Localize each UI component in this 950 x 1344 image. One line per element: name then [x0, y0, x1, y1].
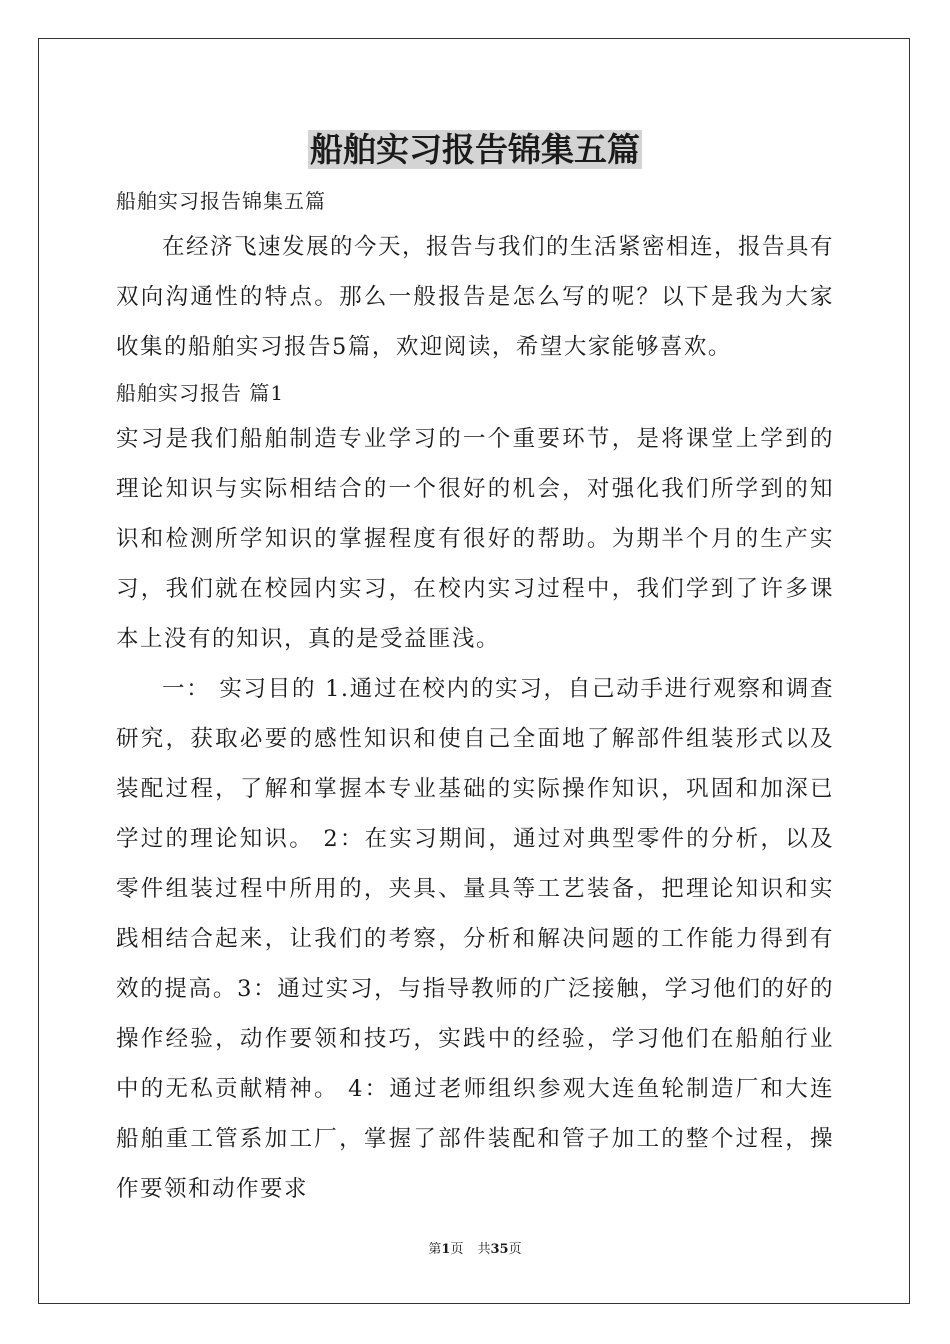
total-prefix: 共: [477, 1242, 491, 1257]
body-paragraph-2: 一： 实习目的 1.通过在校内的实习，自己动手进行观察和调查研究，获取必要的感性知识和使自己全面地了解部件组装形式以及装配过程，了解和掌握本专业基础的实际操作知识，巩固和加深已学过的理论知识。 2：在实习期间，通过对典型零件的分析，以及零件组装过程中所用的，夹具、量具等工艺装备，把理论知识和实践相结合起来，让我们的考察，分析和解决问题的工作能力得到有效的提高。3：通过实习，与指导教师的广泛接触，学习他们的好的操作经验，动作要领和技巧，实践中的经验，学习他们在船舶行业中的无私贡献精神。 4：通过老师组织参观大连鱼轮制造厂和大连船舶重工管系加工厂，掌握了部件装配和管子加工的整个过程，操作要领和动作要求: [116, 676, 834, 1202]
total-suffix: 页: [508, 1242, 522, 1257]
intro-paragraph: 在经济飞速发展的今天，报告与我们的生活紧密相连，报告具有双向沟通性的特点。那么一般报告是怎么写的呢？以下是我为大家收集的船舶实习报告5篇，欢迎阅读，希望大家能够喜欢。: [116, 234, 835, 360]
total-pages: 35: [490, 1242, 509, 1257]
page-prefix: 第: [428, 1242, 442, 1257]
document-body: [116, 180, 834, 1214]
document-title-text: 船舶实习报告锦集五篇: [310, 130, 640, 169]
document-title: [0, 128, 950, 172]
body-paragraph-1: 实习是我们船舶制造专业学习的一个重要环节，是将课堂上学到的理论知识与实际相结合的一个很好的机会，对强化我们所学到的知识和检测所学知识的掌握程度有很好的帮助。为期半个月的生产实习，我们就在校园内实习，在校内实习过程中，我们学到了许多课本上没有的知识，真的是受益匪浅。: [116, 426, 834, 652]
page-footer: [0, 1240, 950, 1260]
page-number: 1: [441, 1242, 451, 1257]
page-suffix: 页: [450, 1242, 464, 1257]
section-heading: 船舶实习报告 篇1: [116, 381, 285, 405]
document-subtitle: 船舶实习报告锦集五篇: [116, 189, 326, 213]
